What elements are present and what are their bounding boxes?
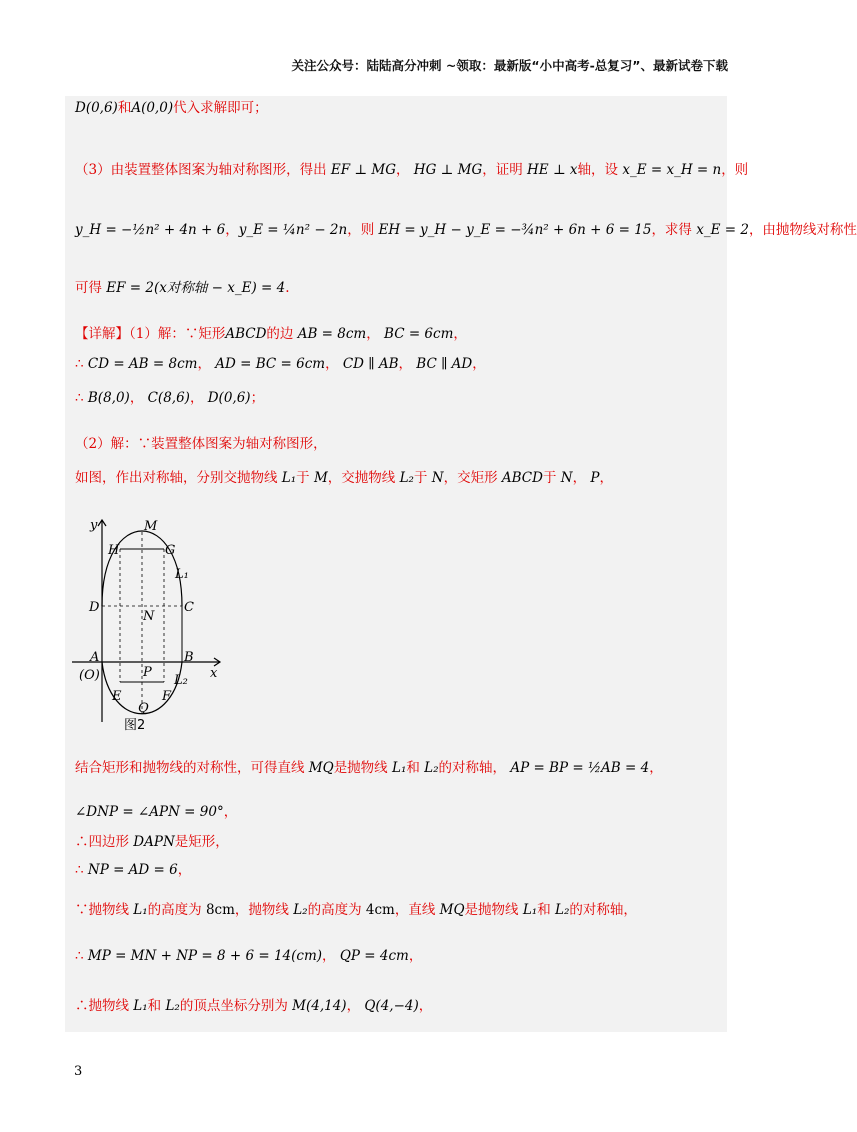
text-run: 代入求解即可； [173, 100, 268, 116]
math-run: BC ∥ AD [412, 356, 473, 372]
text-run: ，则 [347, 222, 375, 238]
math-run: AB = 8cm [293, 326, 367, 342]
text-run: ∴ [75, 356, 84, 372]
text-run: ∴四边形 [75, 834, 129, 850]
label-b: B [184, 650, 194, 665]
text-run: 于 [296, 470, 310, 486]
text-line [75, 280, 290, 296]
math-run: C(8,6) [143, 390, 190, 406]
math-run: L₂ [419, 760, 439, 776]
text-run: 如图，作出对称轴，分别交抛物线 [75, 470, 278, 486]
label-p: P [143, 665, 152, 680]
text-run: ， [177, 862, 192, 878]
text-run: ，交抛物线 [327, 470, 396, 486]
math-run: ∠DNP = ∠APN = 90° [75, 804, 224, 820]
text-run: ∵抛物线 [75, 902, 129, 918]
text-run: （3）由装置整体图案为轴对称图形，得出 [75, 162, 327, 178]
math-run: ABCD [225, 326, 267, 342]
math-run: N [427, 470, 444, 486]
text-run: ， [418, 998, 433, 1014]
text-line [75, 948, 422, 964]
math-run: y_E = ¼n² − 2n [238, 222, 348, 238]
text-run: 的边 [266, 326, 294, 342]
text-run: 是矩形， [174, 834, 229, 850]
math-run: L₁ [518, 902, 538, 918]
text-run: 和 [117, 100, 132, 116]
math-run: QP = 4cm [335, 948, 409, 964]
math-run: 4cm [361, 902, 395, 918]
math-run: MP = MN + NP = 8 + 6 = 14(cm) [83, 948, 323, 964]
label-h: H [108, 543, 120, 558]
math-run: L₁ [129, 998, 148, 1014]
math-run: L₂ [288, 902, 308, 918]
math-run: HE ⊥ x [522, 162, 578, 178]
math-run: L₁ [387, 760, 407, 776]
text-run: ， [129, 390, 144, 406]
label-e: E [112, 689, 122, 704]
text-run: ， [225, 222, 239, 238]
text-run: ∴抛物线 [75, 998, 129, 1014]
math-run: L₂ [161, 998, 180, 1014]
math-run: N [556, 470, 573, 486]
text-run: 的高度为 [307, 902, 362, 918]
text-run: ，交矩形 [443, 470, 498, 486]
text-line [75, 436, 327, 452]
text-run: ， [572, 470, 587, 486]
text-line [75, 326, 467, 342]
figure-2 [70, 512, 230, 740]
text-run: 的高度为 [147, 902, 202, 918]
math-run: EH = y_H − y_E = −¾n² + 6n + 6 = 15 [374, 222, 652, 238]
math-run: EF = 2(x对称轴 − x_E) = 4 [102, 280, 286, 296]
math-run: 8cm [201, 902, 235, 918]
text-run: 和 [537, 902, 551, 918]
text-line [75, 222, 857, 238]
label-f: F [162, 689, 172, 704]
text-run: ， [649, 760, 663, 776]
text-line [75, 470, 613, 486]
text-run: （2）解：∵装置整体图案为轴对称图形， [75, 436, 327, 452]
text-run: ，求得 [651, 222, 692, 238]
math-run: ABCD [497, 470, 543, 486]
math-run: L₁ [129, 902, 148, 918]
text-run: ， [325, 356, 339, 372]
math-run: D(0,6) [75, 100, 118, 116]
text-run: 的顶点坐标分别为 [179, 998, 288, 1014]
label-c: C [184, 600, 194, 615]
math-run: D(0,6) [203, 390, 251, 406]
math-run: MQ [304, 760, 334, 776]
math-run: y_H = −½n² + 4n + 6 [75, 222, 226, 238]
label-o: (O) [79, 668, 100, 683]
text-run: ， [223, 804, 238, 820]
text-run: ； [250, 390, 265, 406]
math-run: CD = AB = 8cm [83, 356, 198, 372]
label-l2: L₂ [174, 673, 188, 688]
math-run: HG ⊥ MG [409, 162, 483, 178]
math-run: L₂ [550, 902, 570, 918]
label-d: D [89, 600, 100, 615]
text-run: ∴ [75, 948, 84, 964]
text-line [75, 162, 748, 178]
text-run: 于 [542, 470, 557, 486]
math-run: x_E = x_H = n [618, 162, 722, 178]
label-a: A [90, 650, 100, 665]
text-run: ， [189, 390, 204, 406]
text-run: 和 [406, 760, 420, 776]
math-run: A(0,0) [131, 100, 174, 116]
text-run: ，证明 [482, 162, 523, 178]
text-run: ， [408, 948, 423, 964]
text-run: ， [472, 356, 486, 372]
text-run: ， [398, 356, 412, 372]
math-run: P [586, 470, 600, 486]
text-line [75, 862, 191, 878]
label-n: N [143, 609, 155, 624]
math-run: L₁ [277, 470, 297, 486]
text-run: . [285, 280, 290, 296]
label-g: G [165, 543, 176, 558]
text-line [75, 390, 264, 406]
label-l1: L₁ [175, 567, 189, 582]
math-run: B(8,0) [83, 390, 130, 406]
math-run: MQ [435, 902, 465, 918]
text-run: 的对称轴， [569, 902, 637, 918]
text-run: ∴ [75, 862, 84, 878]
math-run: AP = BP = ½AB = 4 [506, 760, 650, 776]
text-line [75, 804, 237, 820]
text-run: 是抛物线 [333, 760, 388, 776]
math-run: NP = AD = 6 [83, 862, 178, 878]
text-run: ，则 [721, 162, 749, 178]
label-y: y [90, 518, 98, 533]
text-line [75, 998, 432, 1014]
text-line [75, 902, 637, 918]
text-run: ， [366, 326, 380, 342]
page-header: 关注公众号：陆陆高分冲刺 ~领取：最新版“小中高考-总复习”、最新试卷下载 [291, 58, 728, 73]
text-run: 可得 [75, 280, 102, 296]
text-line [75, 356, 486, 372]
text-line [75, 760, 663, 776]
text-run: ，由抛物线对称性 [748, 222, 857, 238]
text-run: 轴，设 [577, 162, 619, 178]
math-run: BC = 6cm [379, 326, 454, 342]
text-run: ， [396, 162, 410, 178]
page-number: 3 [74, 1064, 83, 1079]
text-run: ， [322, 948, 336, 964]
text-run: ， [197, 356, 211, 372]
figure-caption: 图2 [124, 718, 146, 733]
math-run: CD ∥ AB [338, 356, 399, 372]
math-run: DAPN [129, 834, 175, 850]
text-line [75, 834, 229, 850]
text-line [75, 100, 268, 116]
math-run: EF ⊥ MG [326, 162, 396, 178]
text-run: ，抛物线 [234, 902, 289, 918]
text-run: ， [599, 470, 613, 486]
text-run: 是抛物线 [464, 902, 519, 918]
math-run: x_E = 2 [691, 222, 749, 238]
math-run: M [309, 470, 328, 486]
text-run: 于 [413, 470, 428, 486]
label-x: x [210, 666, 218, 681]
text-run: ， [453, 326, 467, 342]
text-run: ∴ [75, 390, 84, 406]
label-m: M [144, 519, 158, 534]
math-run: AD = BC = 6cm [210, 356, 326, 372]
text-run: 的对称轴， [438, 760, 507, 776]
label-q: Q [138, 701, 149, 716]
text-run: ， [346, 998, 361, 1014]
math-run: Q(4,−4) [360, 998, 419, 1014]
text-run: ，直线 [394, 902, 436, 918]
math-run: L₂ [395, 470, 414, 486]
text-run: 结合矩形和抛物线的对称性，可得直线 [75, 760, 305, 776]
math-run: M(4,14) [287, 998, 347, 1014]
text-run: 【详解】（1）解：∵矩形 [75, 326, 226, 342]
text-run: 和 [147, 998, 162, 1014]
